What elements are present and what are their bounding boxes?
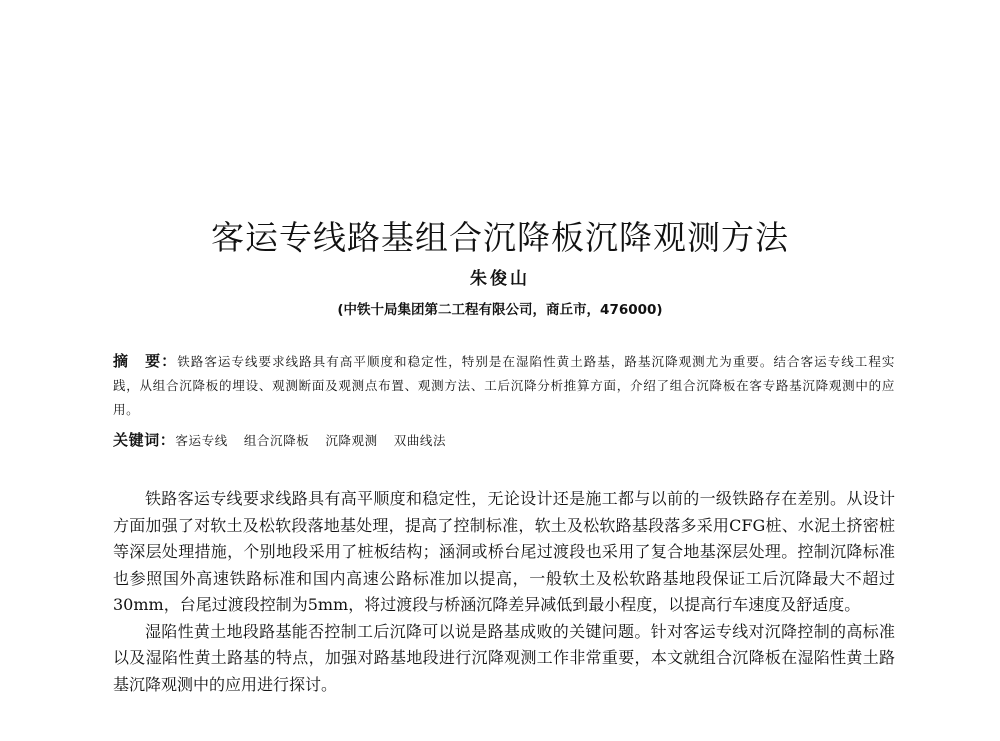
paper-title: 客运专线路基组合沉降板沉降观测方法 [211, 218, 789, 257]
keyword-item: 双曲线法 [393, 433, 447, 448]
abstract-block [113, 349, 895, 422]
abstract-text: 铁路客运专线要求线路具有高平顺度和稳定性，特别是在湿陷性黄土路基，路基沉降观测尤为重要。结合客运专线工程实践，从组合沉降板的埋设、观测断面及观测点布置、观测方法、工后沉降分析推算方面，介绍了组合沉降板在客专路基沉降观测中的应用。 [113, 354, 895, 417]
abstract-label: 摘 要： [113, 352, 178, 370]
keywords-label: 关键词： [113, 431, 176, 449]
author-affiliation: (中铁十局集团第二工程有限公司，商丘市，476000) [337, 302, 663, 318]
keyword-item: 组合沉降板 [243, 433, 310, 448]
keyword-item: 客运专线 [175, 433, 228, 448]
keyword-item: 沉降观测 [325, 433, 378, 448]
keywords-block [113, 428, 895, 453]
body-paragraph: 铁路客运专线要求线路具有高平顺度和稳定性，无论设计还是施工都与以前的一级铁路存在差别。从设计方面加强了对软土及松软段落地基处理，提高了控制标准，软土及松软路基段落多采用CFG桩、水泥土挤密桩等深层处理措施，个别地段采用了桩板结构；涵洞或桥台尾过渡段也采用了复合地基深层处理。控制沉降标准也参照国外高速铁路标准和国内高速公路标准加以提高，一般软土及松软路基地段保证工后沉降最大不超过30mm，台尾过渡段控制为5mm，将过渡段与桥涵沉降差异减低到最小程度，以提高行车速度及舒适度。 [113, 489, 895, 614]
body-text [113, 486, 895, 698]
body-paragraph: 湿陷性黄土地段路基能否控制工后沉降可以说是路基成败的关键问题。针对客运专线对沉降控制的高标准以及湿陷性黄土路基的特点，加强对路基地段进行沉降观测工作非常重要，本文就组合沉降板在湿陷性黄土路基沉降观测中的应用进行探讨。 [113, 621, 895, 694]
author-name: 朱俊山 [470, 269, 530, 289]
